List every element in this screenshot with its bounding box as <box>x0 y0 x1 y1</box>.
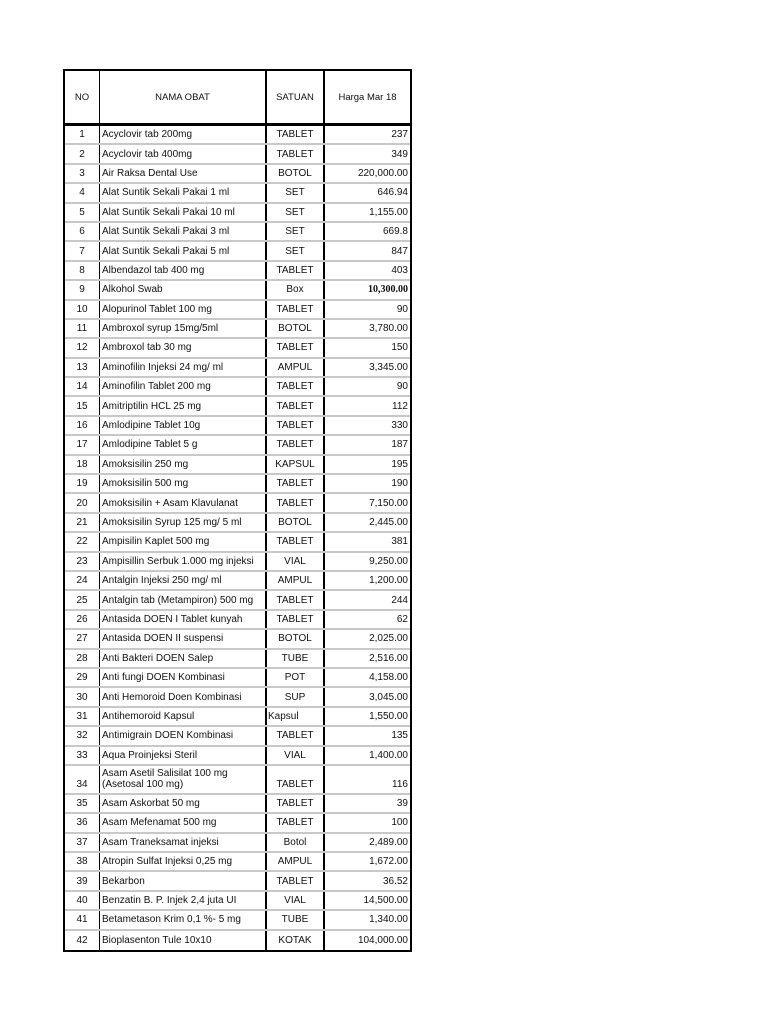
cell-no: 23 <box>76 555 88 567</box>
cell-name: Alat Suntik Sekali Pakai 5 ml <box>99 242 265 259</box>
cell-no: 34 <box>76 778 88 790</box>
table-row <box>65 456 410 475</box>
cell-price: 3,780.00 <box>323 320 410 337</box>
cell-name: Ampisilin Kaplet 500 mg <box>99 533 265 550</box>
table-row <box>65 892 410 911</box>
cell-no: 19 <box>76 478 88 490</box>
cell-name: Amoksisilin 250 mg <box>99 456 265 473</box>
table-row <box>65 708 410 727</box>
cell-price: 62 <box>323 611 410 628</box>
cell-no: 25 <box>76 594 88 606</box>
table-row <box>65 747 410 766</box>
cell-no: 9 <box>79 284 85 296</box>
cell-unit: TABLET <box>265 727 323 744</box>
cell-unit: KAPSUL <box>265 456 323 473</box>
table-row <box>65 650 410 669</box>
cell-no: 4 <box>79 187 85 199</box>
cell-no: 18 <box>76 458 88 470</box>
table-row <box>65 795 410 814</box>
cell-price: 1,400.00 <box>323 747 410 764</box>
cell-unit: TABLET <box>265 872 323 889</box>
cell-unit: TABLET <box>265 126 323 143</box>
table-body <box>65 126 410 950</box>
table-row <box>65 688 410 707</box>
cell-unit: AMPUL <box>265 572 323 589</box>
cell-price: 2,489.00 <box>323 834 410 851</box>
cell-name: Antihemoroid Kapsul <box>99 708 265 725</box>
cell-unit: BOTOL <box>265 630 323 647</box>
cell-price: 3,345.00 <box>323 359 410 376</box>
cell-name: Antimigrain DOEN Kombinasi <box>99 727 265 744</box>
cell-price: 1,672.00 <box>323 853 410 870</box>
cell-price: 150 <box>323 339 410 356</box>
cell-name: Alat Suntik Sekali Pakai 10 ml <box>99 204 265 221</box>
cell-price: 244 <box>323 591 410 608</box>
cell-price: 190 <box>323 475 410 492</box>
cell-no: 2 <box>79 148 85 160</box>
cell-price: 4,158.00 <box>323 669 410 686</box>
table-row <box>65 931 410 950</box>
table-row <box>65 630 410 649</box>
cell-price: 90 <box>323 301 410 318</box>
cell-no: 5 <box>79 206 85 218</box>
cell-name: Asam Traneksamat injeksi <box>99 834 265 851</box>
cell-unit: TABLET <box>265 494 323 511</box>
cell-price: 1,550.00 <box>323 708 410 725</box>
table-row <box>65 126 410 145</box>
cell-unit: Box <box>265 281 323 298</box>
cell-no: 40 <box>76 895 88 907</box>
cell-name: Aminofilin Injeksi 24 mg/ ml <box>99 359 265 376</box>
cell-no: 16 <box>76 420 88 432</box>
cell-price: 2,445.00 <box>323 514 410 531</box>
table-row <box>65 397 410 416</box>
cell-unit: TABLET <box>265 436 323 453</box>
table-row <box>65 553 410 572</box>
cell-unit: Botol <box>265 834 323 851</box>
cell-unit: BOTOL <box>265 320 323 337</box>
cell-price: 116 <box>323 766 410 793</box>
table-row <box>65 514 410 533</box>
cell-no: 15 <box>76 400 88 412</box>
cell-unit: TABLET <box>265 145 323 162</box>
table-row <box>65 611 410 630</box>
cell-price: 100 <box>323 814 410 831</box>
cell-price: 14,500.00 <box>323 892 410 909</box>
cell-name: Ambroxol syrup 15mg/5ml <box>99 320 265 337</box>
cell-name: Bioplasenton Tule 10x10 <box>99 931 265 950</box>
cell-unit: TABLET <box>265 814 323 831</box>
cell-name: Asam Mefenamat 500 mg <box>99 814 265 831</box>
cell-name: Amitriptilin HCL 25 mg <box>99 397 265 414</box>
table-header-row <box>65 69 410 126</box>
cell-name: Antalgin tab (Metampiron) 500 mg <box>99 591 265 608</box>
cell-no: 37 <box>76 836 88 848</box>
cell-no: 3 <box>79 167 85 179</box>
cell-name: Asam Askorbat 50 mg <box>99 795 265 812</box>
cell-no: 13 <box>76 361 88 373</box>
cell-name: Aminofilin Tablet 200 mg <box>99 378 265 395</box>
table-row <box>65 320 410 339</box>
cell-no: 20 <box>76 497 88 509</box>
table-row <box>65 184 410 203</box>
cell-name: Air Raksa Dental Use <box>99 165 265 182</box>
table-row <box>65 165 410 184</box>
cell-name: Antalgin Injeksi 250 mg/ ml <box>99 572 265 589</box>
cell-unit: AMPUL <box>265 359 323 376</box>
cell-name: Albendazol tab 400 mg <box>99 262 265 279</box>
table-row <box>65 339 410 358</box>
table-row <box>65 669 410 688</box>
cell-no: 12 <box>76 342 88 354</box>
cell-no: 7 <box>79 245 85 257</box>
cell-price: 195 <box>323 456 410 473</box>
cell-no: 11 <box>76 323 88 335</box>
cell-unit: BOTOL <box>265 514 323 531</box>
cell-unit: TABLET <box>265 766 323 793</box>
cell-price: 349 <box>323 145 410 162</box>
cell-unit: SET <box>265 184 323 201</box>
cell-price: 237 <box>323 126 410 143</box>
cell-name: Ampisillin Serbuk 1.000 mg injeksi <box>99 553 265 570</box>
cell-unit: SET <box>265 223 323 240</box>
cell-price: 3,045.00 <box>323 688 410 705</box>
cell-unit: TABLET <box>265 417 323 434</box>
header-no: NO <box>74 91 90 103</box>
cell-price: 10,300.00 <box>323 281 410 298</box>
cell-unit: TABLET <box>265 397 323 414</box>
cell-name: Bekarbon <box>99 872 265 889</box>
cell-no: 17 <box>76 439 88 451</box>
cell-price: 7,150.00 <box>323 494 410 511</box>
cell-unit: TABLET <box>265 475 323 492</box>
cell-unit: VIAL <box>265 553 323 570</box>
cell-no: 22 <box>76 536 88 548</box>
cell-unit: SET <box>265 204 323 221</box>
cell-name: Amoksisilin + Asam Klavulanat <box>99 494 265 511</box>
cell-price: 646.94 <box>323 184 410 201</box>
cell-price: 847 <box>323 242 410 259</box>
cell-price: 220,000.00 <box>323 165 410 182</box>
table-row <box>65 262 410 281</box>
cell-price: 9,250.00 <box>323 553 410 570</box>
cell-unit: TABLET <box>265 301 323 318</box>
cell-name: Amlodipine Tablet 10g <box>99 417 265 434</box>
cell-no: 39 <box>76 875 88 887</box>
cell-unit: TABLET <box>265 378 323 395</box>
table-row <box>65 494 410 513</box>
table-row <box>65 834 410 853</box>
cell-unit: KOTAK <box>265 931 323 950</box>
cell-price: 135 <box>323 727 410 744</box>
cell-unit: TABLET <box>265 611 323 628</box>
table-row <box>65 204 410 223</box>
cell-price: 36.52 <box>323 872 410 889</box>
table-row <box>65 145 410 164</box>
cell-unit: VIAL <box>265 892 323 909</box>
cell-name: Alat Suntik Sekali Pakai 1 ml <box>99 184 265 201</box>
cell-price: 330 <box>323 417 410 434</box>
table-row <box>65 281 410 300</box>
cell-no: 38 <box>76 856 88 868</box>
cell-no: 28 <box>76 652 88 664</box>
cell-no: 36 <box>76 817 88 829</box>
table-row <box>65 223 410 242</box>
table-row <box>65 911 410 930</box>
cell-unit: SET <box>265 242 323 259</box>
cell-name: Betametason Krim 0,1 %- 5 mg <box>99 911 265 928</box>
header-price: Harga Mar 18 <box>323 71 410 123</box>
cell-name: Anti fungi DOEN Kombinasi <box>99 669 265 686</box>
cell-name: Antasida DOEN II suspensi <box>99 630 265 647</box>
cell-price: 2,516.00 <box>323 650 410 667</box>
table-row <box>65 872 410 891</box>
cell-name: Acyclovir tab 400mg <box>99 145 265 162</box>
cell-no: 1 <box>79 129 85 141</box>
cell-name: Alkohol Swab <box>99 281 265 298</box>
cell-unit: AMPUL <box>265 853 323 870</box>
table-row <box>65 242 410 261</box>
cell-unit: TUBE <box>265 911 323 928</box>
cell-unit: TABLET <box>265 262 323 279</box>
cell-no: 29 <box>76 672 88 684</box>
cell-name: Ambroxol tab 30 mg <box>99 339 265 356</box>
table-row <box>65 436 410 455</box>
table-row <box>65 359 410 378</box>
cell-price: 1,155.00 <box>323 204 410 221</box>
table-row <box>65 727 410 746</box>
cell-name: Amlodipine Tablet 5 g <box>99 436 265 453</box>
cell-unit: VIAL <box>265 747 323 764</box>
cell-name: Alat Suntik Sekali Pakai 3 ml <box>99 223 265 240</box>
cell-unit: Kapsul <box>265 708 323 725</box>
cell-name: Amoksisilin Syrup 125 mg/ 5 ml <box>99 514 265 531</box>
table-row <box>65 301 410 320</box>
cell-name: Alopurinol Tablet 100 mg <box>99 301 265 318</box>
medicine-price-table <box>63 69 412 952</box>
cell-no: 42 <box>76 934 88 946</box>
table-row <box>65 572 410 591</box>
cell-price: 2,025.00 <box>323 630 410 647</box>
cell-name: Asam Asetil Salisilat 100 mg (Asetosal 100 mg) <box>99 766 265 793</box>
cell-no: 14 <box>76 381 88 393</box>
cell-no: 32 <box>76 730 88 742</box>
cell-unit: TABLET <box>265 795 323 812</box>
cell-price: 104,000.00 <box>323 931 410 950</box>
cell-unit: TABLET <box>265 339 323 356</box>
cell-unit: BOTOL <box>265 165 323 182</box>
cell-name: Anti Hemoroid Doen Kombinasi <box>99 688 265 705</box>
table-row <box>65 814 410 833</box>
table-row <box>65 378 410 397</box>
cell-no: 30 <box>76 691 88 703</box>
table-row <box>65 766 410 795</box>
cell-no: 31 <box>76 710 88 722</box>
table-row <box>65 475 410 494</box>
cell-name: Acyclovir tab 200mg <box>99 126 265 143</box>
cell-no: 33 <box>76 749 88 761</box>
cell-name: Atropin Sulfat Injeksi 0,25 mg <box>99 853 265 870</box>
table-row <box>65 417 410 436</box>
cell-no: 41 <box>76 914 88 926</box>
cell-price: 1,200.00 <box>323 572 410 589</box>
cell-no: 27 <box>76 633 88 645</box>
cell-unit: TABLET <box>265 591 323 608</box>
cell-price: 90 <box>323 378 410 395</box>
header-name: NAMA OBAT <box>99 71 265 123</box>
cell-unit: TUBE <box>265 650 323 667</box>
table-row <box>65 591 410 610</box>
cell-no: 10 <box>76 303 88 315</box>
cell-price: 39 <box>323 795 410 812</box>
cell-name: Anti Bakteri DOEN Salep <box>99 650 265 667</box>
cell-no: 24 <box>76 575 88 587</box>
cell-price: 381 <box>323 533 410 550</box>
cell-no: 8 <box>79 264 85 276</box>
cell-name: Amoksisilin 500 mg <box>99 475 265 492</box>
cell-no: 21 <box>76 517 88 528</box>
table-row <box>65 533 410 552</box>
cell-price: 1,340.00 <box>323 911 410 928</box>
cell-no: 6 <box>79 226 85 238</box>
cell-price: 403 <box>323 262 410 279</box>
cell-name: Aqua Proinjeksi Steril <box>99 747 265 764</box>
cell-price: 187 <box>323 436 410 453</box>
header-unit: SATUAN <box>265 71 323 123</box>
table-row <box>65 853 410 872</box>
cell-price: 112 <box>323 397 410 414</box>
cell-unit: POT <box>265 669 323 686</box>
cell-name: Antasida DOEN I Tablet kunyah <box>99 611 265 628</box>
cell-unit: SUP <box>265 688 323 705</box>
cell-price: 669.8 <box>323 223 410 240</box>
cell-unit: TABLET <box>265 533 323 550</box>
cell-no: 26 <box>76 613 88 625</box>
cell-no: 35 <box>76 798 88 810</box>
cell-name: Benzatin B. P. Injek 2,4 juta UI <box>99 892 265 909</box>
